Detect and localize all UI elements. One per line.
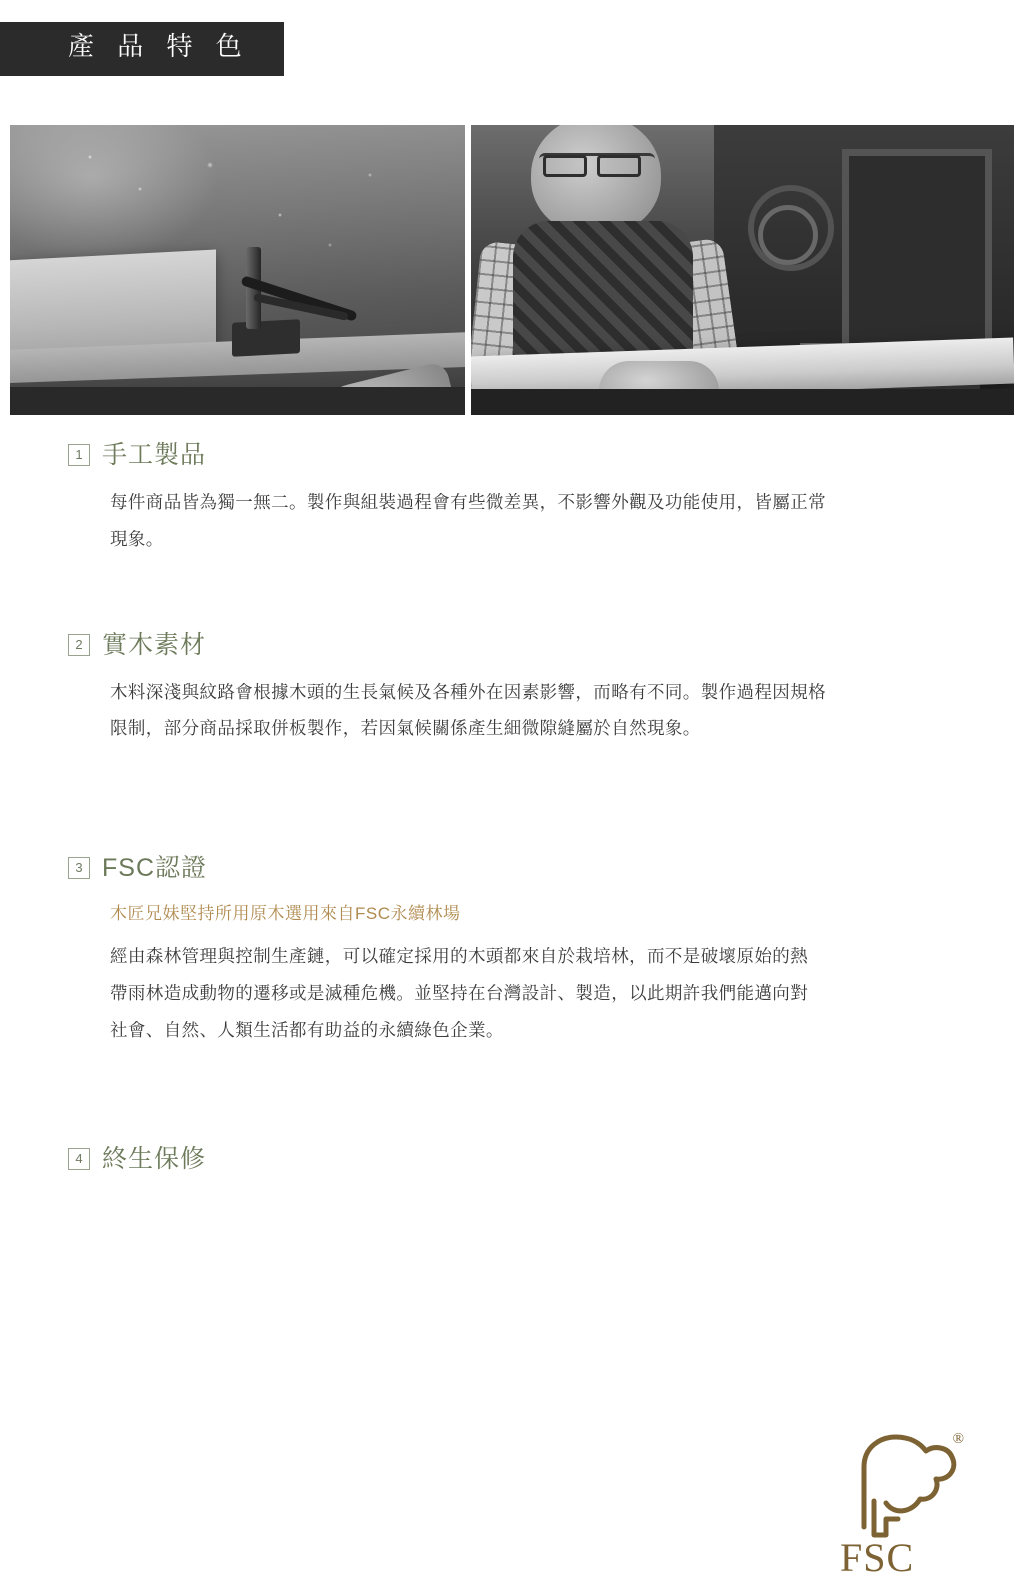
feature-1-title: 手工製品 <box>102 441 207 469</box>
feature-4-title: 終生保修 <box>102 1145 207 1174</box>
feature-section-4 <box>0 1144 1024 1174</box>
glasses-lens-right <box>597 155 641 177</box>
feature-2-body: 木料深淺與紋路會根據木頭的生長氣候及各種外在因素影響，而略有不同。製作過程因規格限制，部分商品採取併板製作，若因氣候關係產生細微隙縫屬於自然現象。 <box>110 681 826 739</box>
craftsman-photo <box>471 125 1014 415</box>
feature-1-number: 1 <box>68 444 90 466</box>
photo-strip <box>10 125 1014 415</box>
fsc-registered-icon: ® <box>952 1431 964 1447</box>
feature-2-title: 實木素材 <box>102 630 207 659</box>
page-title: 產 品 特 色 <box>68 31 250 61</box>
photo-bottom-shadow <box>10 387 465 415</box>
wall-frame <box>842 149 992 359</box>
feature-4-number: 4 <box>68 1148 90 1170</box>
hose-coil-inner <box>758 205 818 265</box>
feature-1-heading <box>0 440 1024 470</box>
craftsman-head <box>531 125 661 235</box>
feature-section-1 <box>0 440 1024 558</box>
feature-2-heading <box>0 630 1024 660</box>
feature-1-body: 每件商品皆為獨一無二。製作與組裝過程會有些微差異，不影響外觀及功能使用，皆屬正常現象。 <box>110 492 826 549</box>
feature-3-number: 3 <box>68 857 90 879</box>
workshop-clamp-photo <box>10 125 465 415</box>
fsc-logo <box>836 1431 966 1581</box>
feature-4-heading <box>0 1144 1024 1174</box>
clamp-base <box>232 319 300 357</box>
glasses-lens-left <box>543 155 587 177</box>
craftsman-figure <box>491 125 751 385</box>
feature-3-heading <box>0 853 1024 883</box>
features-content <box>0 440 1024 1580</box>
feature-3-title: FSC認證 <box>102 854 208 882</box>
bench-edge <box>471 389 1014 415</box>
feature-3-subtitle: 木匠兄妹堅持所用原木選用來自FSC永續林場 <box>110 904 461 923</box>
feature-section-2 <box>0 630 1024 748</box>
fsc-wordmark: FSC <box>840 1535 915 1580</box>
feature-2-number: 2 <box>68 634 90 656</box>
feature-3-body: 經由森林管理與控制生產鏈，可以確定採用的木頭都來自於栽培林，而不是破壞原始的熱帶雨林造成動物的遷移或是滅種危機。並堅持在台灣設計、製造，以此期許我們能邁向對社會、自然、人類生活都有助益的永續綠色企業。 <box>110 946 809 1040</box>
